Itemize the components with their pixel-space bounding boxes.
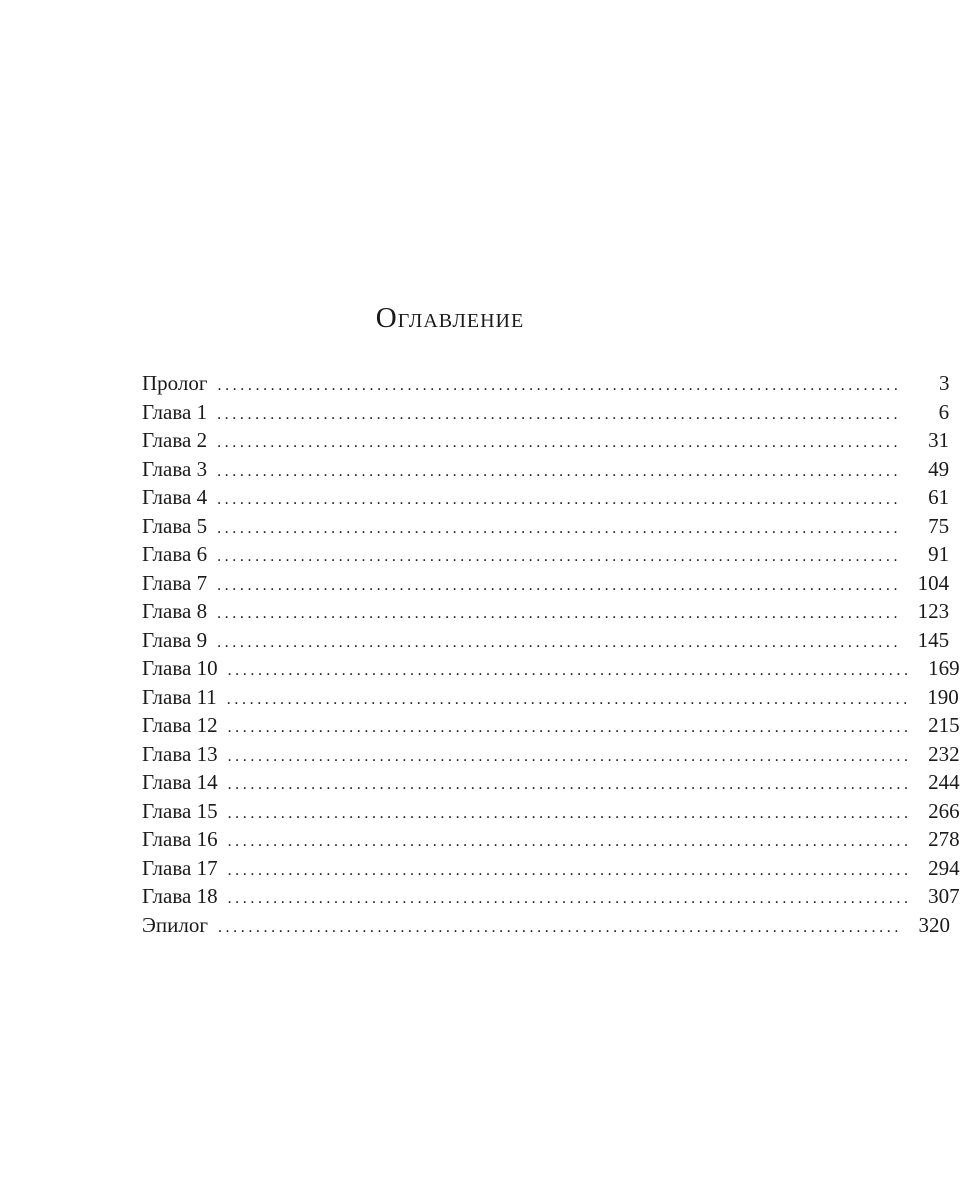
toc-entry-page: 145	[917, 627, 950, 652]
toc-entry-label: Глава 12	[142, 713, 218, 737]
dot-leader: ..........................................................................................	[217, 434, 902, 451]
toc-entry-page: 232	[928, 741, 960, 766]
toc-entry-page: 75	[928, 513, 950, 538]
toc-entry-label: Глава 6	[142, 542, 208, 566]
toc-entry	[142, 683, 959, 712]
toc-entry-page: 123	[917, 599, 950, 623]
toc-entry	[142, 455, 950, 484]
toc-title: Оглавление	[375, 302, 525, 334]
toc-entry-label: Глава 2	[142, 428, 208, 452]
toc-entry-label: Глава 4	[142, 485, 208, 509]
toc-entry-page: 244	[928, 770, 960, 794]
dot-leader: ..........................................................................................	[227, 719, 912, 736]
toc-entry	[142, 654, 960, 683]
toc-entry-page: 169	[928, 656, 960, 680]
dot-leader: ..........................................................................................	[227, 861, 912, 879]
dot-leader: ..........................................................................................	[226, 690, 911, 708]
toc-entry	[142, 398, 950, 427]
toc-entry	[142, 426, 950, 455]
toc-list	[142, 369, 960, 939]
toc-entry	[142, 512, 950, 541]
toc-entry	[142, 569, 950, 598]
dot-leader: ..........................................................................................	[217, 462, 902, 480]
dot-leader: ..........................................................................................	[217, 519, 902, 537]
toc-entry-page: 278	[928, 827, 960, 851]
toc-entry	[142, 626, 950, 655]
toc-entry-label: Глава 9	[142, 627, 208, 652]
toc-entry-page: 91	[928, 542, 950, 566]
toc-entry-label: Глава 14	[142, 770, 218, 794]
dot-leader: ..........................................................................................	[217, 633, 902, 651]
dot-leader: ..........................................................................................	[227, 747, 912, 765]
toc-entry	[142, 483, 950, 512]
toc-entry-page: 190	[927, 684, 959, 709]
toc-entry-page: 49	[928, 456, 950, 481]
toc-entry-label: Глава 16	[142, 827, 218, 851]
toc-entry	[142, 711, 960, 740]
toc-entry-label: Глава 15	[142, 798, 218, 823]
dot-leader: ..........................................................................................	[217, 405, 902, 423]
toc-entry-label: Глава 8	[142, 599, 208, 623]
toc-entry-page: 6	[938, 399, 950, 424]
toc-entry	[142, 369, 950, 398]
dot-leader: ..........................................................................................	[227, 776, 912, 793]
dot-leader: ..........................................................................................	[227, 804, 912, 822]
toc-entry	[142, 740, 960, 769]
toc-entry-page: 215	[928, 713, 960, 737]
toc-entry-label: Глава 18	[142, 884, 218, 908]
toc-entry	[142, 797, 960, 826]
dot-leader: ..........................................................................................	[227, 890, 912, 907]
dot-leader: ..........................................................................................	[227, 662, 912, 679]
toc-entry	[142, 540, 950, 569]
toc-entry	[142, 597, 950, 626]
toc-entry-label: Глава 10	[142, 656, 218, 680]
toc-entry-label: Глава 5	[142, 513, 208, 538]
toc-entry-page: 266	[928, 798, 960, 823]
toc-entry-page: 320	[918, 912, 950, 937]
toc-entry-page: 61	[928, 485, 950, 509]
dot-leader: ..........................................................................................	[217, 548, 902, 565]
toc-entry	[142, 911, 950, 940]
toc-entry-label: Пролог	[142, 371, 208, 395]
toc-entry-label: Глава 13	[142, 741, 218, 766]
toc-entry	[142, 768, 960, 797]
toc-entry	[142, 825, 960, 854]
dot-leader: ..........................................................................................	[217, 576, 902, 594]
dot-leader: ..........................................................................................	[217, 918, 902, 936]
toc-entry-label: Глава 7	[142, 570, 208, 595]
toc-entry	[142, 854, 960, 883]
dot-leader: ..........................................................................................	[217, 605, 902, 622]
toc-entry-page: 307	[928, 884, 960, 908]
toc-entry-page: 104	[917, 570, 950, 595]
dot-leader: ..........................................................................................	[227, 833, 912, 850]
toc-entry-label: Глава 3	[142, 456, 208, 481]
toc-entry	[142, 882, 960, 911]
toc-entry-page: 294	[928, 855, 960, 880]
toc-entry-label: Эпилог	[142, 912, 208, 937]
toc-entry-label: Глава 17	[142, 855, 218, 880]
toc-entry-page: 3	[938, 371, 950, 395]
dot-leader: ..........................................................................................	[217, 491, 902, 508]
toc-entry-page: 31	[928, 428, 950, 452]
toc-entry-label: Глава 11	[142, 684, 217, 709]
toc-entry-label: Глава 1	[142, 399, 208, 424]
dot-leader: ..........................................................................................	[217, 377, 902, 394]
